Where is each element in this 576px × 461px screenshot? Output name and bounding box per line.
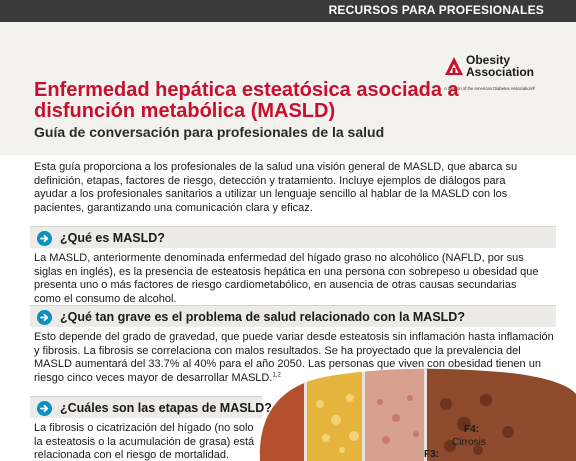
section-header-what-is-masld [30, 226, 556, 248]
logo-subtitle: A division of the American Diabetes Association® [444, 86, 536, 91]
section-paragraph-what-is-masld: La MASLD, anteriormente denominada enfermedad del hígado graso no alcohólico (NAFLD, por sus siglas en inglés), es la presencia de esteatosis hepática en una persona con sobrepeso u obesidad que presenta uno o más factores de riesgo cardiometabólico, en ausencia de otras causas secundarias como el consumo de alcohol. [34, 252, 539, 305]
intro-paragraph: Esta guía proporciona a los profesionales de la salud una visión general de MASLD, que abarca su definición, etapas, factores de riesgo, detección y tratamiento. Incluye ejemplos de diálogos para ayudar a los profesionales sanitarios a utilizar un lenguaje sencillo al hablar de la MASLD con los pacientes, garantizando una comunicación clara y eficaz. [34, 161, 518, 214]
logo-name: Obesity Association [466, 53, 535, 79]
header [0, 22, 576, 155]
logo-triangle-icon [444, 56, 464, 76]
arrow-right-icon [37, 310, 52, 325]
page-subtitle: Guía de conversación para profesionales de la salud [34, 124, 385, 140]
section-paragraph-severity: Esto depende del grado de gravedad, que puede variar desde esteatosis sin inflamación hasta inflamación y fibrosis. La fibrosis se correlaciona con malos resultados. Se ha proyectado que la prevalencia del MASLD aumentará del 33.7% al 40% para el año 2050. Las personas que viven con obesidad tienen un riesgo cinco veces mayor de desarrollar MASLD.$^{1,2}$ [34, 331, 554, 384]
stage-f3-label: F3: [424, 449, 439, 460]
section-paragraph-stages: La fibrosis o cicatrización del hígado (no solo la esteatosis o la acumulación de grasa) está relacionada con el riesgo de mortalidad. [34, 422, 255, 461]
stage-f4-label: F4: [464, 424, 479, 435]
arrow-right-icon [37, 401, 52, 416]
arrow-right-icon [37, 231, 52, 246]
page-title: Enfermedad hepática esteatósica asociada a disfunción metabólica (MASLD) [34, 79, 459, 122]
citation-superscript: 1,2 [272, 372, 281, 379]
section-heading: ¿Cuáles son las etapas de MASLD? [60, 401, 272, 415]
banner-label: RECURSOS PARA PROFESIONALES [328, 3, 544, 17]
stage-f4-text: Cirrosis [452, 437, 486, 448]
section-heading: ¿Qué tan grave es el problema de salud relacionado con la MASLD? [60, 310, 465, 324]
section-heading: ¿Qué es MASLD? [60, 231, 165, 245]
top-banner [0, 0, 576, 22]
liver-stages-illustration [250, 354, 576, 461]
section-header-severity [30, 305, 556, 327]
section-header-stages [30, 396, 272, 418]
